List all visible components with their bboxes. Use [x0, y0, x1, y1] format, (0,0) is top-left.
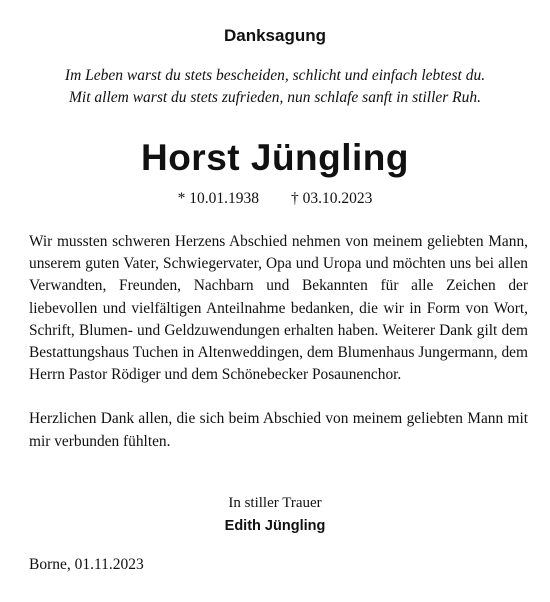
signature-block — [0, 492, 550, 538]
birth-date: * 10.01.1938 — [177, 190, 259, 207]
poem-line-2: Mit allem warst du stets zufrieden, nun schlafe sanft in stiller Ruh. — [68, 89, 482, 106]
poem-line-1: Im Leben warst du stets bescheiden, schlicht und einfach lebtest du. — [64, 67, 486, 84]
deceased-name: Horst Jüngling — [140, 137, 410, 178]
death-date: † 03.10.2023 — [291, 190, 373, 207]
poem — [0, 65, 550, 109]
life-dates — [0, 190, 550, 208]
thanks-text — [29, 231, 528, 453]
place-and-date: Borne, 01.11.2023 — [29, 556, 144, 573]
notice-heading: Danksagung — [223, 26, 327, 45]
thanks-paragraph-1: Wir mussten schweren Herzens Abschied nehmen von meinem geliebten Mann, unserem guten Vater, Schwiegervater, Opa und Uropa und möchten uns bei allen Verwandten, Freunden, Nachbarn und Bekannten für alle Zeichen der liebevollen und vielfältigen Anteilnahme bedanken, die wir in Form von Wort, Schrift, Blumen- und Geldzuwendungen erhalten haben. Weiterer Dank gilt dem Bestattungshaus Tuchen in Altenweddingen, dem Blumenhaus Jungermann, dem Herrn Pastor Rödiger und dem Schönebecker Posaunenchor. — [29, 233, 528, 384]
signature-intro: In stiller Trauer — [228, 495, 322, 511]
thanks-paragraph-2: Herzlichen Dank allen, die sich beim Abschied von meinem geliebten Mann mit mir verbunden fühlten. — [29, 410, 528, 450]
signer-name: Edith Jüngling — [224, 518, 326, 534]
